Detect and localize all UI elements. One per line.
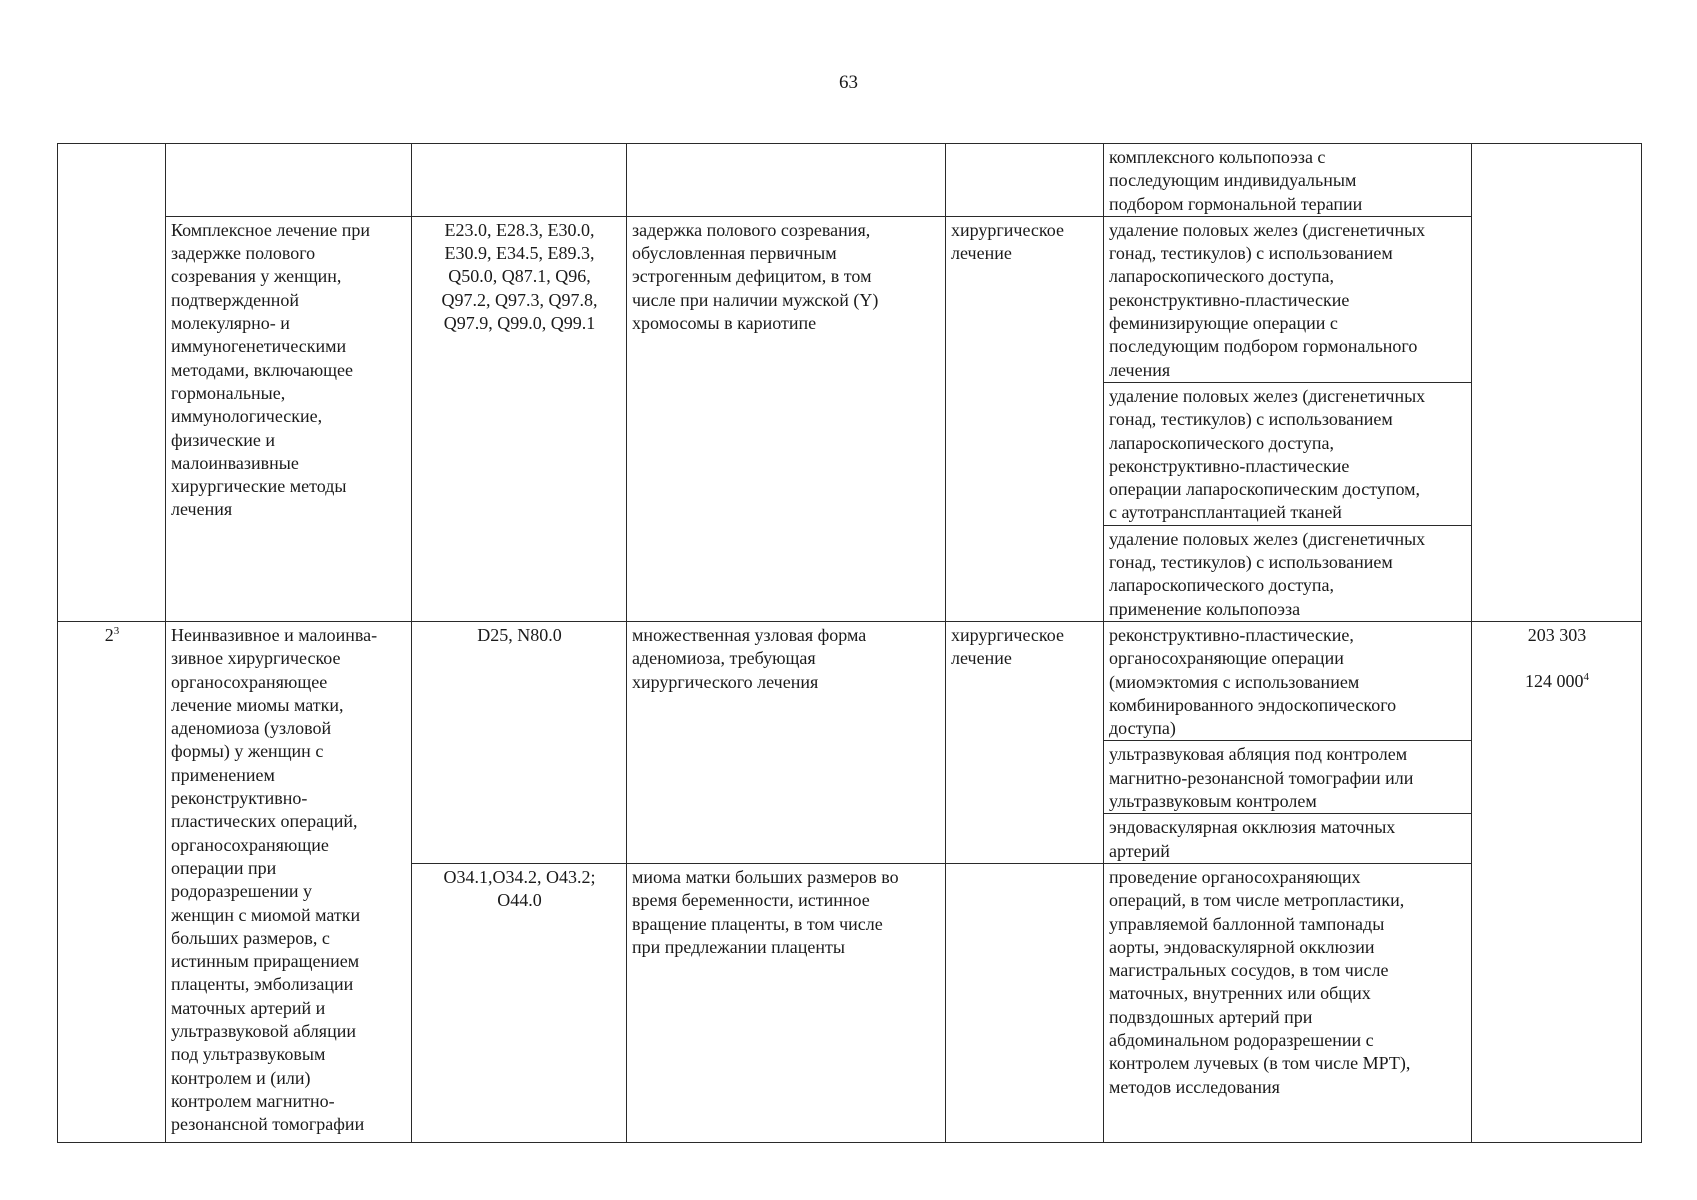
codes-cell: E23.0, E28.3, E30.0, E30.9, E34.5, E89.3, Q50.0, Q87.1, Q96, Q97.2, Q97.3, Q97.8, Q97.9, Q99.0, Q99.1 — [412, 216, 627, 621]
row-number-cell — [58, 621, 166, 1142]
model-cell: миома матки больших размеров во время беременности, истинное вращение плаценты, в том числе при предлежании плаценты — [627, 863, 946, 1142]
method-cell: проведение органосохраняющих операций, в том числе метропластики, управляемой баллонной тампонады аорты, эндоваскулярной окклюзии магистральных сосудов, в том числе маточных, внутренних или общих подвздошных артерий при абдоминальном родоразрешении с контролем лучевых (в том числе МРТ), методов исследования — [1104, 863, 1472, 1142]
vmp-table — [57, 143, 1642, 1143]
treatment-cell — [946, 144, 1104, 217]
name-cell — [166, 144, 412, 217]
method-cell: удаление половых желез (дисгенетичных гонад, тестикулов) с использованием лапароскопического доступа, реконструктивно-пластические феминизирующие операции с последующим подбором гормонального лечения — [1104, 216, 1472, 382]
treatment-cell: хирургическое лечение — [946, 216, 1104, 621]
tariff-cell — [1472, 621, 1642, 1142]
method-cell: ультразвуковая абляция под контролем магнитно-резонансной томографии или ультразвуковым контролем — [1104, 741, 1472, 814]
model-cell: множественная узловая форма аденомиоза, требующая хирургического лечения — [627, 621, 946, 863]
table-row — [58, 621, 1642, 740]
method-cell: удаление половых желез (дисгенетичных гонад, тестикулов) с использованием лапароскопического доступа, применение кольпопоэза — [1104, 525, 1472, 621]
codes-cell: O34.1,O34.2, O43.2; O44.0 — [412, 863, 627, 1142]
method-cell: удаление половых желез (дисгенетичных гонад, тестикулов) с использованием лапароскопического доступа, реконструктивно-пластические операции лапароскопическим доступом, с аутотрансплантацией тканей — [1104, 382, 1472, 525]
method-cell: комплексного кольпопоэза с последующим индивидуальным подбором гормональной терапии — [1104, 144, 1472, 217]
tariff-cell — [1472, 144, 1642, 622]
tariff-value-alt — [1477, 670, 1637, 693]
tariff-value: 203 303 — [1527, 624, 1587, 645]
name-cell: Неинвазивное и малоинва- зивное хирургическое органосохраняющее лечение миомы матки, аденомиоза (узловой формы) у женщин с применением реконструктивно- пластических операций, органосохраняющие операции при родоразрешении у женщин с миомой матки больших размеров, с истинным приращением плаценты, эмболизации маточных артерий и ультразвуковой абляции под ультразвуковым контролем и (или) контролем магнитно- резонансной томографии — [166, 621, 412, 1142]
tariff-footnote: 4 — [1583, 671, 1589, 684]
treatment-cell — [946, 863, 1104, 1142]
codes-cell — [412, 144, 627, 217]
page-number: 63 — [839, 72, 858, 93]
table-row — [58, 216, 1642, 382]
method-cell: реконструктивно-пластические, органосохраняющие операции (миомэктомия с использованием комбинированного эндоскопического доступа) — [1104, 621, 1472, 740]
model-cell: задержка полового созревания, обусловленная первичным эстрогенным дефицитом, в том числе при наличии мужской (Y) хромосомы в кариотипе — [627, 216, 946, 621]
codes-cell: D25, N80.0 — [412, 621, 627, 863]
name-cell: Комплексное лечение при задержке полового созревания у женщин, подтвержденной молекулярно- и иммуногенетическими методами, включающее гормональные, иммунологические, физические и малоинвазивные хирургические методы лечения — [166, 216, 412, 621]
treatment-cell: хирургическое лечение — [946, 621, 1104, 863]
table-row — [58, 144, 1642, 217]
model-cell — [627, 144, 946, 217]
method-cell: эндоваскулярная окклюзия маточных артерий — [1104, 814, 1472, 864]
tariff-value-alt-number: 124 000 — [1525, 671, 1584, 692]
row-number-footnote: 3 — [113, 624, 120, 637]
row-number-cell — [58, 144, 166, 622]
row-number: 2 — [104, 624, 114, 645]
